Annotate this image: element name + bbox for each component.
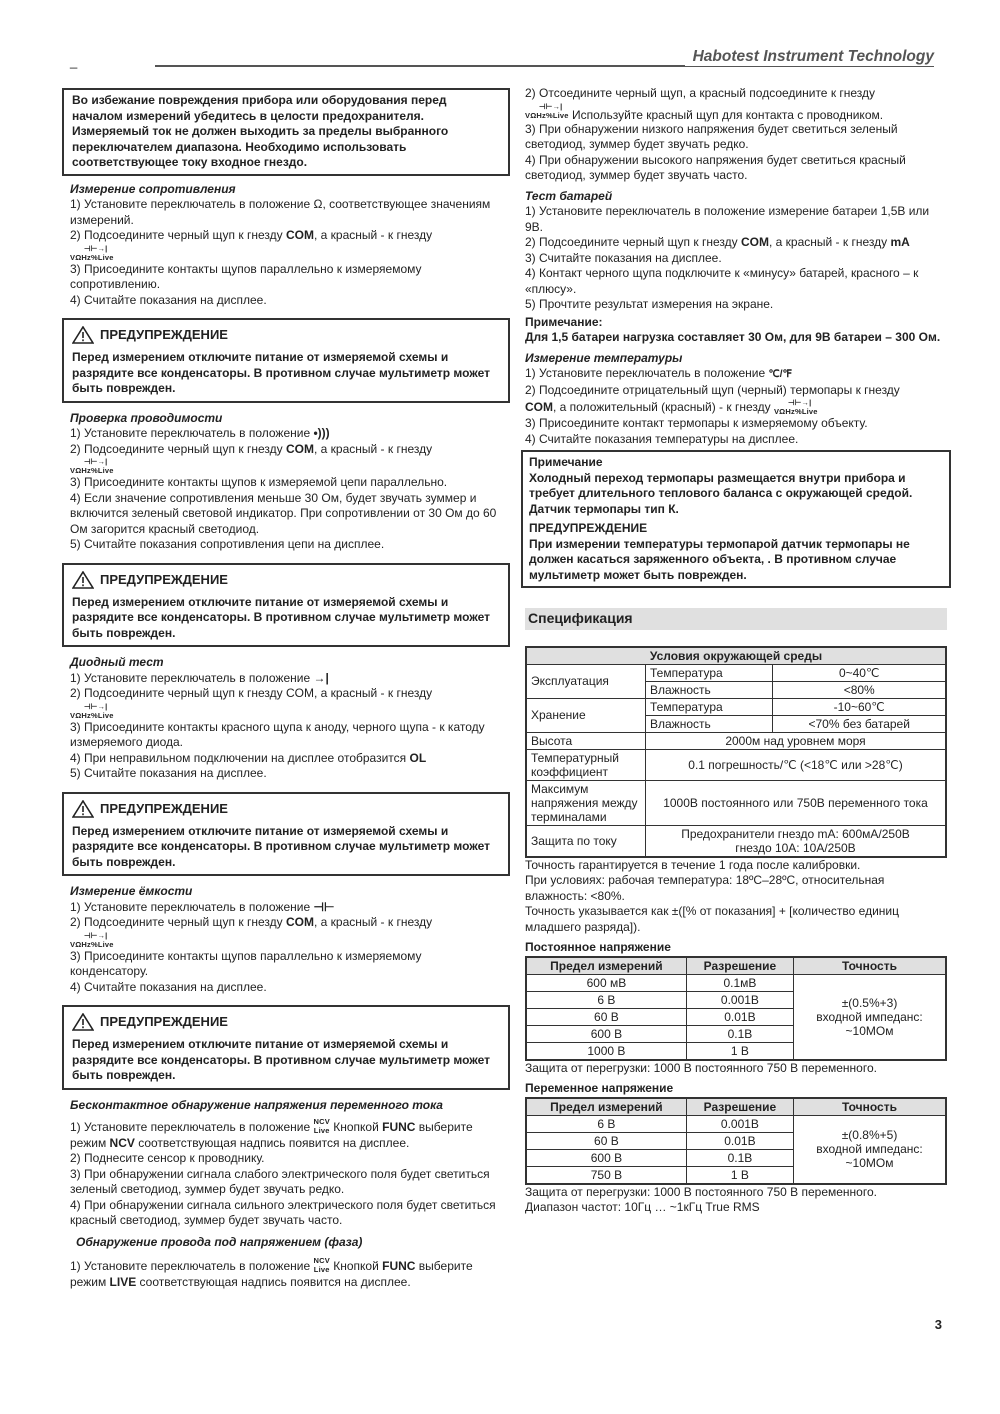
battery-step-2: 2) Подсоедините черный щуп к гнезду COM, а красный - к гнезду mA — [525, 235, 910, 249]
table-row: 60 В 0.01В — [526, 1008, 946, 1025]
ncv-step-3: 3) При обнаружении сигнала слабого электрического поля будет светиться зеленый светодиод, зуммер будет звучать редко. — [70, 1166, 490, 1196]
table-row: 600 мВ 0.1мВ ±(0.5%+3) входной импеданс: ~10МОм — [526, 974, 946, 991]
ac-protection: Защита от перегрузки: 1000 В постоянного 750 В переменного. — [525, 1184, 877, 1199]
battery-note-label: Примечание: — [525, 314, 603, 329]
jack-icon: ⊣⊢→| VΩHz%Live — [70, 243, 114, 262]
diode-step-4: 4) При неправильном подключении на дисплее отобразится OL — [70, 750, 427, 765]
fuse-note-box: Во избежание повреждения прибора или оборудования перед началом измерений убедитесь в целости предохранителя. Измеряемый ток не должен выходить за пределы выбранного переключателем диапазона. Необходимо использовать соответствующее току входное гнездо. — [62, 88, 510, 176]
live-step-4: 4) При обнаружении высокого напряжения будет светиться красный светодиод, зуммер будет звучать часто. — [525, 152, 906, 182]
header-dash: _ — [70, 54, 78, 69]
battery-step-1: 1) Установите переключатель в положение измерение батареи 1,5В или 9В. — [525, 204, 930, 234]
warning-icon — [72, 1013, 94, 1031]
ncv-step-4: 4) При обнаружении сигнала сильного электрического поля будет светиться красный светодиод, зуммер будет звучать часто. — [70, 1197, 496, 1227]
page-header — [0, 48, 1000, 70]
battery-step-4: 4) Контакт черного щупа подключите к «минусу» батарей, красного – к «плюсу». — [525, 266, 919, 296]
warning-icon — [72, 800, 94, 818]
ac-title: Переменное напряжение — [525, 1081, 674, 1095]
temperature-title: Измерение температуры — [525, 350, 683, 365]
page-number: 3 — [934, 1317, 942, 1332]
resistance-step-2: 2) Подсоедините черный щуп к гнезду COM, а красный - к гнезду — [70, 228, 433, 242]
jack-icon: ⊣⊢→| VΩHz%Live — [773, 398, 818, 416]
capacitance-title: Измерение ёмкости — [70, 884, 193, 898]
battery-step-5: 5) Прочтите результат измерения на экране. — [525, 297, 774, 311]
ncv-step-2: 2) Поднесите сенсор к проводнику. — [70, 1151, 265, 1165]
continuity-step-3: 3) Присоедините контакты щупов к измеряемой цепи параллельно. — [70, 475, 448, 489]
ncv-title: Бесконтактное обнаружение напряжения переменного тока — [70, 1097, 443, 1112]
capacitance-step-3: 3) Присоедините контакты щупов параллельно к измеряемому конденсатору. — [70, 948, 422, 978]
live-title: Обнаружение провода под напряжением (фаза) — [76, 1234, 363, 1249]
resistance-step-1: 1) Установите переключатель в положение Ω, соответствующее значениям измерений. — [70, 197, 491, 227]
jack-icon: ⊣⊢→| VΩHz%Live — [70, 457, 114, 475]
capacitance-step-4: 4) Считайте показания на дисплее. — [70, 979, 267, 994]
continuity-step-1: 1) Установите переключатель в положение •))) — [70, 426, 330, 440]
diode-step-2: 2) Подсоедините черный щуп к гнезду COM, а красный - к гнезду — [70, 686, 433, 700]
warning-icon — [72, 326, 94, 344]
continuity-step-2: 2) Подсоедините черный щуп к гнезду COM, а красный - к гнезду — [70, 441, 433, 456]
temperature-note-box: Примечание Холодный переход термопары размещается внутри прибора и требует длительного теплового баланса с окружающей средой. Датчик термопары тип К. ПРЕДУПРЕЖДЕНИЕ При измерении температуры термопарой датчик термопары не должен касаться заряженного объекта, . В противном случае мультиметр может быть поврежден. — [521, 450, 951, 588]
brand-title: Habotest Instrument Technology — [685, 48, 934, 66]
battery-step-3: 3) Считайте показания на дисплее. — [525, 250, 722, 265]
diode-title: Диодный тест — [70, 655, 164, 669]
jack-icon: ⊣⊢→| VΩHz%Live — [70, 930, 114, 949]
table-row: 6 В 0.001В — [526, 991, 946, 1008]
temperature-step-4: 4) Считайте показания температуры на дисплее. — [525, 431, 799, 446]
warning-box: ПРЕДУПРЕЖДЕНИЕ Перед измерением отключите питание от измеряемой схемы и разрядите все конденсаторы. В противном случае мультиметр может быть поврежден. — [62, 563, 510, 648]
environment-table: Условия окружающей среды Эксплуатация Температура 0~40℃ Влажность <80% Хранение Температура -10~60℃ Влажность <70% без батарей Высота 2000м над уровнем моря Температурный коэффициент 0.1 погрешность/℃ (<18℃ или >28℃) Максимум напряжения между терминалами 1000В постоянного или 750В переменного тока Защита по току Предохранители гнездо mA: 600мА/250В гнездо 10А: 10А/250В — [525, 646, 947, 858]
temperature-step-3: 3) Присоедините контакт термопары к измеряемому объекту. — [525, 416, 868, 430]
left-column — [70, 86, 502, 1290]
continuity-step-5: 5) Считайте показания сопротивления цепи на дисплее. — [70, 537, 385, 551]
right-column — [525, 86, 947, 1216]
ac-table: Предел измерений Разрешение Точность 6 В 0.001В ±(0.8%+5) входной импеданс: ~10МОм 60 В 0.01В 600 В 0.1В 750 В 1 В — [525, 1097, 947, 1185]
ncv-icon: NCV Live — [313, 1256, 330, 1274]
temperature-step-2: 2) Подсоедините отрицательный щуп (черный) термопары к гнезду — [525, 382, 900, 397]
jack-icon: ⊣⊢→| VΩHz%Live — [70, 701, 114, 720]
table-row: 600 В 0.1В — [526, 1025, 946, 1042]
jack-icon: ⊣⊢→| VΩHz%Live — [525, 101, 569, 120]
warning-box: ПРЕДУПРЕЖДЕНИЕ Перед измерением отключите питание от измеряемой схемы и разрядите все конденсаторы. В противном случае мультиметр может быть поврежден. — [62, 792, 510, 877]
dc-table: Предел измерений Разрешение Точность 600 мВ 0.1мВ ±(0.5%+3) входной импеданс: ~10МОм 6 В 0.001В 60 В 0.01В 600 В 0.1В 1000 В 1 В — [525, 956, 947, 1061]
diode-step-1: 1) Установите переключатель в положение →| — [70, 670, 329, 685]
table-row: 750 В 1 В — [526, 1166, 946, 1184]
table-row: 6 В 0.001В ±(0.8%+5) входной импеданс: ~10МОм — [526, 1115, 946, 1132]
spec-heading: Спецификация — [525, 608, 947, 630]
warning-icon — [72, 571, 94, 589]
battery-title: Тест батарей — [525, 188, 613, 203]
ncv-icon: NCV Live — [313, 1117, 330, 1135]
accuracy-line-1: Точность гарантируется в течение 1 года после калибровки. — [525, 857, 861, 872]
dc-protection: Защита от перегрузки: 1000 В постоянного 750 В переменного. — [525, 1060, 877, 1075]
battery-note-text: Для 1,5 батареи нагрузка составляет 30 Ом, для 9В батареи – 300 Ом. — [525, 330, 941, 344]
accuracy-line-3: Точность указывается как ±([% от показания] + [количество единиц младшего разряда]). — [525, 904, 899, 934]
live-step-1: 1) Установите переключатель в положение NCV Live Кнопкой FUNC выберите режим LIVE соответствующая надпись появится на дисплее. — [70, 1256, 473, 1289]
diode-step-5: 5) Считайте показания на дисплее. — [70, 766, 267, 780]
temperature-step-2b: COM, а положительный (красный) - к гнезду ⊣⊢→| VΩHz%Live — [525, 398, 818, 416]
ncv-step-1: 1) Установите переключатель в положение NCV Live Кнопкой FUNC выберите режим NCV соответствующая надпись появится на дисплее. — [70, 1117, 473, 1150]
live-step-2: 2) Отсоедините черный щуп, а красный подсоедините к гнезду — [525, 86, 876, 100]
warning-box: ПРЕДУПРЕЖДЕНИЕ Перед измерением отключите питание от измеряемой схемы и разрядите все конденсаторы. В противном случае мультиметр может быть поврежден. — [62, 1005, 510, 1090]
resistance-title: Измерение сопротивления — [70, 181, 236, 196]
ac-frequency: Диапазон частот: 10Гц … ~1кГц True RMS — [525, 1200, 760, 1214]
live-step-2b: Используйте красный щуп для контакта с проводником. — [568, 107, 884, 122]
diode-step-3: 3) Присоедините контакты красного щупа к аноду, черного щупа - к катоду измеряемого диода. — [70, 719, 485, 749]
resistance-step-3: 3) Присоедините контакты щупов параллельно к измеряемому сопротивлению. — [70, 261, 422, 291]
continuity-step-4: 4) Если значение сопротивления меньше 30 Ом, будет звучать зуммер и включится зеленый световой индикатор. При сопротивлении от 30 Ом до 60 Ом загорится красный светодиод. — [70, 490, 497, 536]
table-row: 60 В 0.01В — [526, 1132, 946, 1149]
live-step-3: 3) При обнаружении низкого напряжения будет светиться зеленый светодиод, зуммер будет звучать редко. — [525, 121, 898, 151]
accuracy-line-2: При условиях: рабочая температура: 18ºС–28ºС, относительная влажность: <80%. — [525, 873, 885, 903]
warning-box: ПРЕДУПРЕЖДЕНИЕ Перед измерением отключите питание от измеряемой схемы и разрядите все конденсаторы. В противном случае мультиметр может быть поврежден. — [62, 318, 510, 403]
temperature-icon: ℃/℉ — [768, 369, 793, 380]
resistance-step-4: 4) Считайте показания на дисплее. — [70, 292, 267, 307]
continuity-icon: •))) — [313, 426, 330, 440]
temperature-step-1: 1) Установите переключатель в положение ℃/℉ — [525, 366, 793, 380]
continuity-title: Проверка проводимости — [70, 410, 223, 425]
capacitance-step-1: 1) Установите переключатель в положение ⊣⊢ — [70, 899, 335, 914]
table-row: 1000 В 1 В — [526, 1042, 946, 1060]
capacitance-step-2: 2) Подсоедините черный щуп к гнезду COM, а красный - к гнезду — [70, 915, 433, 929]
capacitor-icon: ⊣⊢ — [313, 899, 335, 914]
table-row: 600 В 0.1В — [526, 1149, 946, 1166]
diode-icon: →| — [313, 670, 329, 685]
dc-title: Постоянное напряжение — [525, 940, 671, 954]
